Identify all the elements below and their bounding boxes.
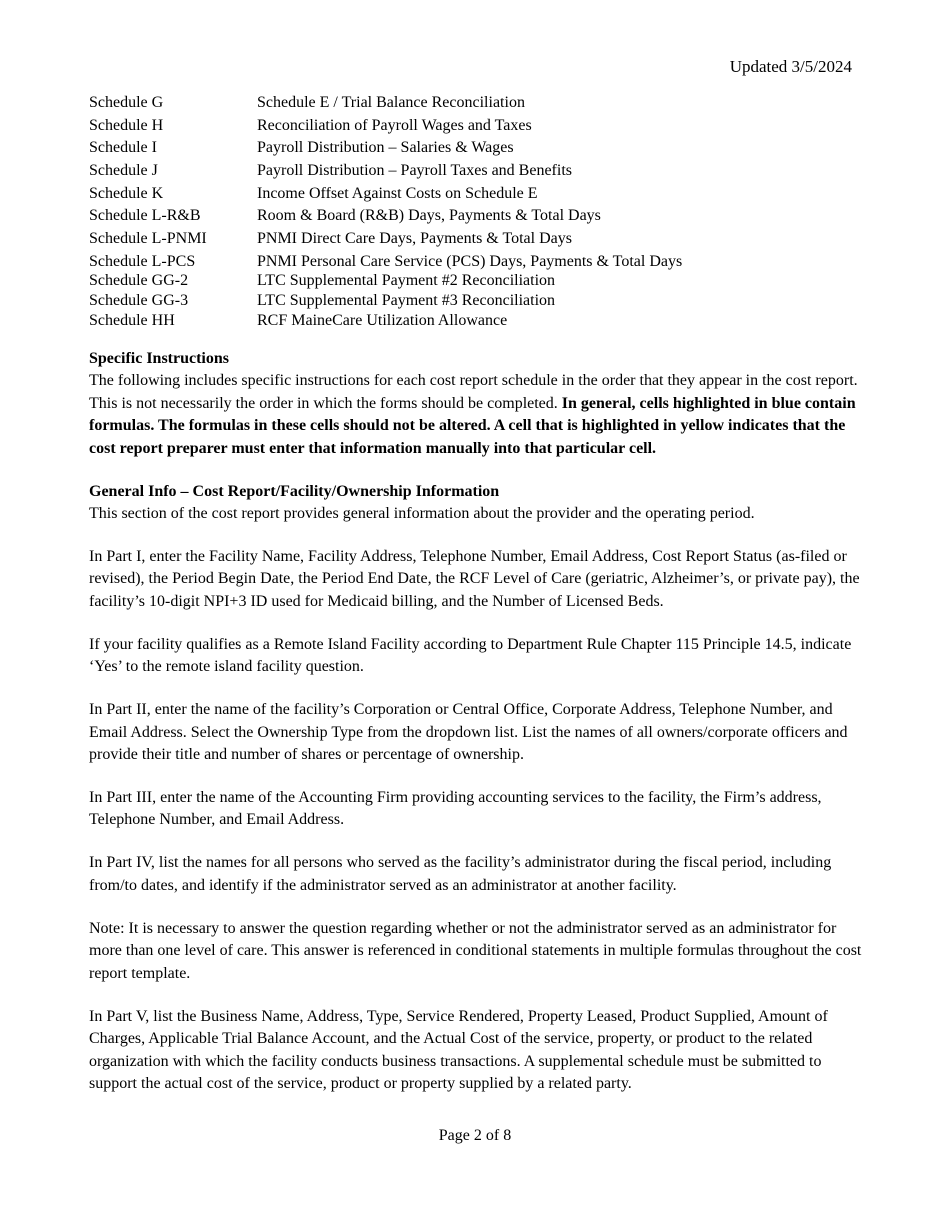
schedule-description: Income Offset Against Costs on Schedule E xyxy=(257,185,538,202)
paragraph: In Part II, enter the name of the facility’s Corporation or Central Office, Corporate Address, Telephone Number, and Email Address. Select the Ownership Type from the dropdown list. List the names of all owners/corporate officers and provide their title and number of shares or percentage of ownership. xyxy=(89,701,848,764)
paragraph: In Part I, enter the Facility Name, Facility Address, Telephone Number, Email Address, Cost Report Status (as-filed or revised), the Period Begin Date, the Period End Date, the RCF Level of Care (geriatric, Alzheimer’s, or private pay), the facility’s 10-digit NPI+3 ID used for Medicaid billing, and the Number of Licensed Beds. xyxy=(89,548,860,610)
document-body xyxy=(89,348,869,1116)
paragraph: This section of the cost report provides general information about the provider and the operating period. xyxy=(89,505,755,523)
specific-instructions-section xyxy=(89,348,869,460)
paragraph: In Part V, list the Business Name, Address, Type, Service Rendered, Property Leased, Product Supplied, Amount of Charges, Applicable Trial Balance Account, and the Actual Cost of the service, property, or product to the related organization with which the facility conducts business transactions. A supplemental schedule must be submitted to support the actual cost of the service, product or property supplied by a related party. xyxy=(89,1007,828,1092)
schedule-name: Schedule I xyxy=(89,139,157,156)
paragraph: Note: It is necessary to answer the question regarding whether or not the administrator served as an administrator for more than one level of care. This answer is referenced in conditional statements in multiple formulas throughout the cost report template. xyxy=(89,919,862,982)
schedule-name: Schedule H xyxy=(89,117,164,134)
general-info-section xyxy=(89,481,869,1096)
paragraph-text: The following includes specific instructions for each cost report schedule in the order that they appear in the cost report. This is not necessarily the order in which the forms should be completed. xyxy=(89,372,858,412)
schedule-name: Schedule K xyxy=(89,185,164,202)
schedule-description: LTC Supplemental Payment #3 Reconciliation xyxy=(257,292,556,309)
highlight-note: In general, cells highlighted in blue contain formulas. The formulas in these cells should not be altered. A cell that is highlighted in yellow indicates that the cost report preparer must enter that information manually into that particular cell. xyxy=(89,394,856,457)
paragraph: In Part IV, list the names for all persons who served as the facility’s administrator during the fiscal period, including from/to dates, and identify if the administrator served as an administrator at another facility. xyxy=(89,854,832,894)
schedule-name: Schedule GG-2 xyxy=(89,272,189,289)
schedule-name: Schedule L-PNMI xyxy=(89,230,207,247)
schedule-name: Schedule L-PCS xyxy=(89,253,196,270)
paragraph: If your facility qualifies as a Remote Island Facility according to Department Rule Chapter 115 Principle 14.5, indicate ‘Yes’ to the remote island facility question. xyxy=(89,635,852,676)
paragraph: In Part III, enter the name of the Accounting Firm providing accounting services to the facility, the Firm’s address, Telephone Number, and Email Address. xyxy=(89,789,822,829)
schedule-description: Payroll Distribution – Payroll Taxes and Benefits xyxy=(257,162,572,179)
schedule-description: Payroll Distribution – Salaries & Wages xyxy=(257,139,514,156)
schedule-name: Schedule GG-3 xyxy=(89,292,189,309)
schedule-name: Schedule J xyxy=(89,162,158,179)
schedule-description: RCF MaineCare Utilization Allowance xyxy=(257,312,508,329)
schedule-name: Schedule HH xyxy=(89,312,175,329)
schedule-description: Schedule E / Trial Balance Reconciliation xyxy=(257,94,525,111)
schedule-name: Schedule L-R&B xyxy=(89,207,201,224)
section-heading: Specific Instructions xyxy=(89,350,229,367)
page-number: Page 2 of 8 xyxy=(438,1127,512,1144)
schedule-description: PNMI Direct Care Days, Payments & Total Days xyxy=(257,230,572,247)
section-heading: General Info – Cost Report/Facility/Ownership Information xyxy=(89,482,500,500)
schedule-description: PNMI Personal Care Service (PCS) Days, Payments & Total Days xyxy=(257,253,683,270)
schedule-description: LTC Supplemental Payment #2 Reconciliation xyxy=(257,272,556,289)
paragraph xyxy=(89,370,869,460)
schedule-description: Reconciliation of Payroll Wages and Taxes xyxy=(257,117,532,134)
updated-date: Updated 3/5/2024 xyxy=(729,57,852,76)
schedule-description: Room & Board (R&B) Days, Payments & Total Days xyxy=(257,207,601,224)
schedule-name: Schedule G xyxy=(89,94,164,111)
